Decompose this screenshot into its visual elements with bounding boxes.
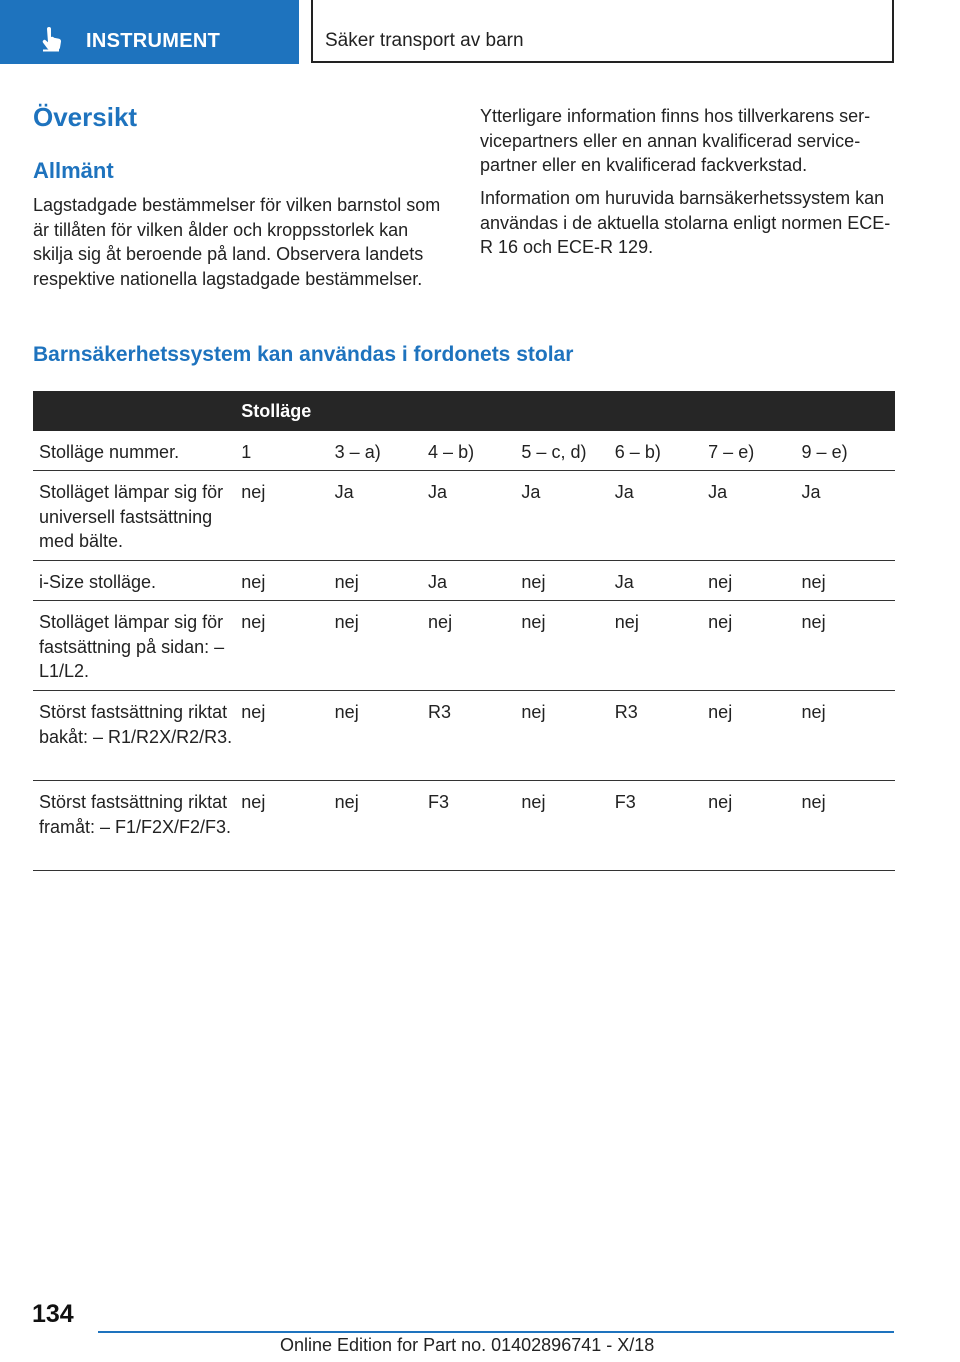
right-paragraph-1: Ytterligare information finns hos tillverkarens servicepartners eller en annan kvalificerad servicepartner eller en kvalificerad fackverkstad.	[480, 106, 871, 175]
table-cell: nej	[241, 561, 334, 601]
table-cell: nej	[708, 561, 801, 601]
table-cell: nej	[521, 601, 614, 691]
table-cell: nej	[241, 691, 334, 781]
table-heading: Barnsäkerhetssystem kan användas i fordonets stolar	[33, 343, 574, 366]
table-cell: Stolläge nummer.	[33, 431, 241, 471]
table-cell: Stolläget lämpar sig för fastsättning på sidan: – L1/L2.	[33, 601, 241, 691]
page-title: Säker transport av barn	[325, 30, 524, 51]
touch-hand-icon	[38, 26, 64, 52]
table-cell: F3	[428, 781, 521, 871]
section-label: INSTRUMENT	[86, 30, 221, 52]
table-cell: Störst fastsättning riktat bakåt: – R1/R2X/R2/R3.	[33, 691, 241, 781]
table-row	[33, 691, 895, 781]
footer-divider	[98, 1331, 894, 1333]
table-cell: Ja	[708, 471, 801, 561]
table-header-group: Stolläge	[241, 391, 895, 431]
table-header-empty	[33, 391, 241, 431]
table-cell: Ja	[428, 471, 521, 561]
table-cell: Störst fastsättning riktat framåt: – F1/F2X/F2/F3.	[33, 781, 241, 871]
table-cell: nej	[241, 781, 334, 871]
table-row	[33, 561, 895, 601]
table-cell: nej	[428, 601, 521, 691]
table-cell: 3 – a)	[335, 431, 428, 471]
table-cell: nej	[335, 561, 428, 601]
table-cell: nej	[241, 471, 334, 561]
table-cell: R3	[615, 691, 708, 781]
table-cell: nej	[335, 691, 428, 781]
table-row	[33, 471, 895, 561]
table-cell: nej	[335, 601, 428, 691]
table-cell: nej	[521, 561, 614, 601]
table-cell: 4 – b)	[428, 431, 521, 471]
table-cell: Stolläget lämpar sig för universell fastsättning med bälte.	[33, 471, 241, 561]
table-cell: nej	[802, 781, 895, 871]
right-paragraph-2: Information om huruvida barnsäkerhetssystem kan användas i de aktuella stolarna enligt normen ECE-R 16 och ECE-R 129.	[480, 188, 891, 257]
table-cell: 9 – e)	[802, 431, 895, 471]
table-header-row	[33, 391, 895, 431]
table-cell: nej	[802, 601, 895, 691]
table-cell: Ja	[428, 561, 521, 601]
table-cell: R3	[428, 691, 521, 781]
table-cell: 7 – e)	[708, 431, 801, 471]
table-cell: nej	[708, 601, 801, 691]
section-tab[interactable]	[0, 0, 299, 64]
table-cell: Ja	[521, 471, 614, 561]
table-row	[33, 781, 895, 871]
footer-edition-text: Online Edition for Part no. 01402896741 - X/18	[280, 1335, 655, 1355]
table-cell: F3	[615, 781, 708, 871]
table-cell: Ja	[802, 471, 895, 561]
table-cell: nej	[802, 561, 895, 601]
table-cell: 6 – b)	[615, 431, 708, 471]
table-cell: nej	[335, 781, 428, 871]
table-cell: nej	[241, 601, 334, 691]
left-paragraph: Lagstadgade bestämmelser för vilken barnstol som är tillåten för vilken ålder och kroppsstorlek kan skilja sig åt beroende på land. Observera landets respektive nationella lagstadgade bestämmelser.	[33, 195, 441, 289]
heading-main: Översikt	[33, 102, 138, 132]
page-number: 134	[32, 1300, 74, 1328]
table-cell: nej	[615, 601, 708, 691]
table-row	[33, 601, 895, 691]
table-cell: 5 – c, d)	[521, 431, 614, 471]
table-cell: 1	[241, 431, 334, 471]
seat-compat-table	[33, 391, 895, 871]
table-cell: nej	[521, 781, 614, 871]
table-cell: Ja	[615, 471, 708, 561]
table-cell: Ja	[615, 561, 708, 601]
heading-sub: Allmänt	[33, 158, 114, 183]
table-cell: Ja	[335, 471, 428, 561]
table-cell: nej	[521, 691, 614, 781]
table-cell: nej	[802, 691, 895, 781]
table-cell: nej	[708, 781, 801, 871]
table-cell: i-Size stolläge.	[33, 561, 241, 601]
table-row	[33, 431, 895, 471]
table-cell: nej	[708, 691, 801, 781]
